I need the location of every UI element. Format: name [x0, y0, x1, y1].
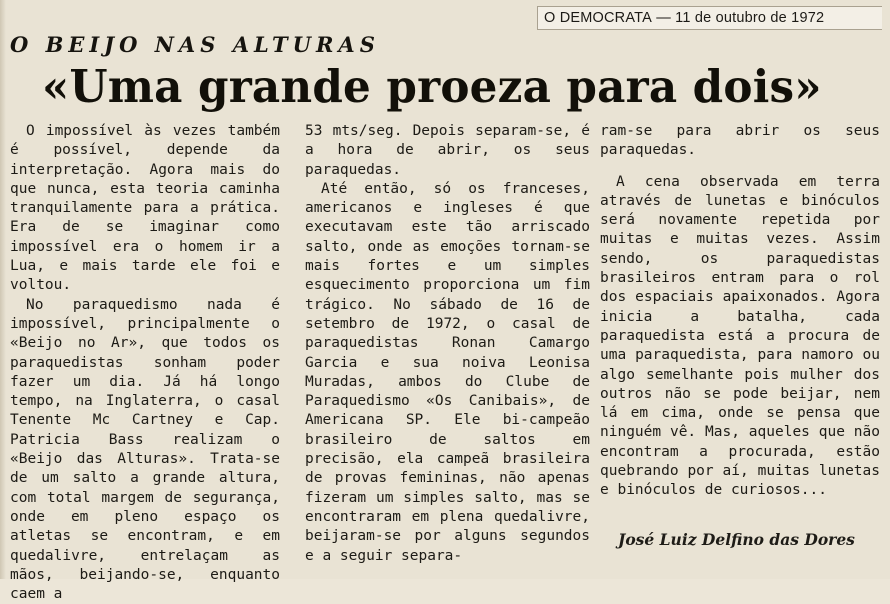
paragraph-text: A cena observada em terra através de lunetas e binóculos será novamente repetida por muitas e muitas vezes. Assim sendo, os paraquedistas brasileiros entram para o rol dos espaciais apaixonados. Agora inicia a batalha, cada paraquedista está a procura de uma paraquedista, para namoro ou algo semelhante pois mulher dos outros não se pode beijar, nem lá em cima, onde se pensa que ninguém vê. Mas, aqueles que não encontram a procurada, estão quebrando por aí, muitas lunetas e binóculos de curiosos... [600, 173, 880, 499]
article-column-2 [305, 122, 590, 562]
paragraph [10, 122, 280, 296]
publication-date: 11 de outubro de 1972 [675, 10, 825, 26]
paragraph [600, 173, 880, 501]
source-separator: — [656, 10, 671, 26]
article-column-1 [10, 122, 280, 603]
headline: «Uma grande proeza para dois» [42, 60, 822, 113]
article-column-3 [600, 122, 880, 562]
paragraph-text: 53 mts/seg. Depois separam-se, é a hora de abrir, os seus paraquedas. [305, 123, 590, 178]
paragraph-text: ram-se para abrir os seus paraquedas. [600, 123, 880, 159]
paragraph-text: O impossível às vezes também é possível, depende da interpretação. Agora mais do que nunca, esta teoria caminha tranquilamente para a prática. Era de se imaginar como impossível era o homem ir a Lua, e mais tarde ele foi e voltou. [10, 123, 280, 294]
paragraph [305, 180, 590, 566]
kicker: O BEIJO NAS ALTURAS [10, 32, 380, 57]
paragraph-text: No paraquedismo nada é impossível, principalmente o «Beijo no Ar», que todos os paraquedistas sonham poder fazer um dia. Já há longo tempo, na Inglaterra, o casal Tenente Mc Cartney e Cap. Patricia Bass realizam o «Beijo das Alturas». Trata-se de um salto a grande altura, com total margem de segurança, onde em pleno espaço os atletas se encontram, e em quedalivre, entrelaçam as mãos, beijando-se, enquanto caem a [10, 296, 280, 603]
publication-name: O DEMOCRATA [544, 10, 652, 26]
article-body [10, 122, 880, 603]
author-signature: José Luiz Delfino das Dores [618, 530, 855, 549]
paragraph [10, 296, 280, 604]
paragraph-text: Até então, só os franceses, americanos e ingleses é que executavam este tão arriscado salto, onde as emoções tornam-se mais fortes e um simples esquecimento proporciona um fim trágico. No sábado de 16 de setembro de 1972, o casal de paraquedistas Ronan Camargo Garcia e sua noiva Leonisa Muradas, ambos do Clube de Paraquedismo «Os Canibais», de Americana SP. Ele bi-campeão brasileiro de saltos em precisão, ela campeã brasileira de provas femininas, não apenas fizeram um simples salto, mas se encontraram em plena quedalivre, beijaram-se por alguns segundos e a seguir separa- [305, 180, 590, 564]
source-line [537, 6, 882, 30]
paragraph [305, 122, 590, 180]
paragraph [600, 122, 880, 161]
